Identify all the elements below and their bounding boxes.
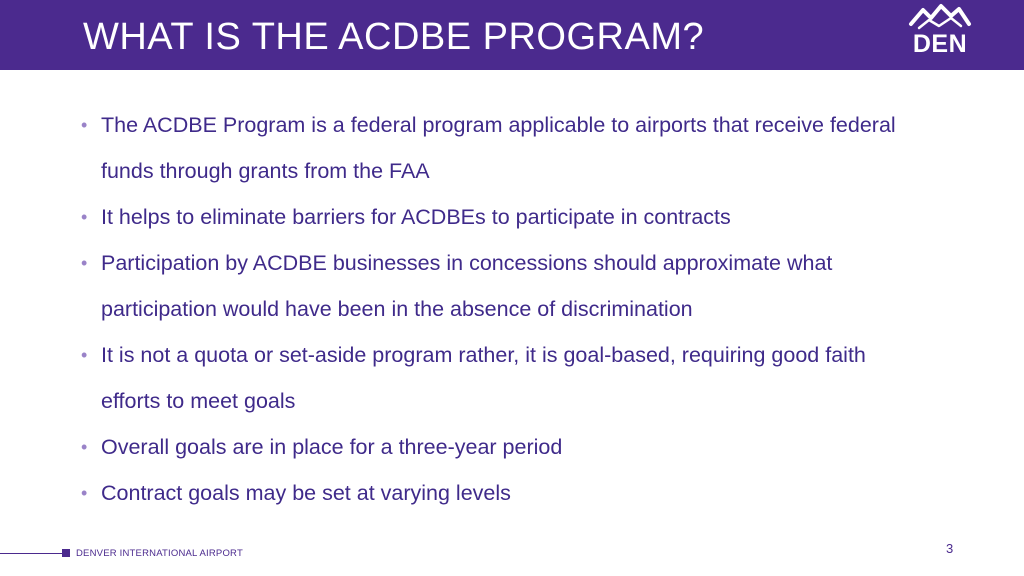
page-title: WHAT IS THE ACDBE PROGRAM? — [83, 16, 705, 58]
bullet-dot-icon: • — [81, 437, 88, 457]
den-logo — [905, 2, 975, 62]
mountain-logo-icon — [905, 2, 975, 32]
bullet-dot-icon: • — [81, 345, 88, 365]
bullet-list — [80, 102, 910, 516]
bullet-item — [80, 332, 910, 424]
bullet-text: The ACDBE Program is a federal program applicable to airports that receive federal funds through grants from the FAA — [101, 113, 896, 183]
bullet-text: It is not a quota or set-aside program rather, it is goal-based, requiring good faith efforts to meet goals — [101, 343, 866, 413]
footer-divider — [0, 553, 62, 554]
bullet-item — [80, 424, 910, 470]
bullet-item — [80, 194, 910, 240]
bullet-text: Overall goals are in place for a three-year period — [101, 435, 563, 459]
bullet-item — [80, 470, 910, 516]
slide-header — [0, 0, 1024, 70]
bullet-dot-icon: • — [81, 483, 88, 503]
bullet-item — [80, 102, 910, 194]
page-number: 3 — [946, 541, 954, 556]
bullet-dot-icon: • — [81, 253, 88, 273]
bullet-text: Contract goals may be set at varying levels — [101, 481, 511, 505]
bullet-text: It helps to eliminate barriers for ACDBEs to participate in contracts — [101, 205, 731, 229]
bullet-dot-icon: • — [81, 207, 88, 227]
bullet-dot-icon: • — [81, 115, 88, 135]
logo-text: DEN — [912, 30, 968, 58]
bullet-text: Participation by ACDBE businesses in concessions should approximate what participation would have been in the absence of discrimination — [101, 251, 833, 321]
footer-square-icon — [62, 549, 70, 557]
bullet-item — [80, 240, 910, 332]
footer-label: DENVER INTERNATIONAL AIRPORT — [76, 548, 243, 559]
